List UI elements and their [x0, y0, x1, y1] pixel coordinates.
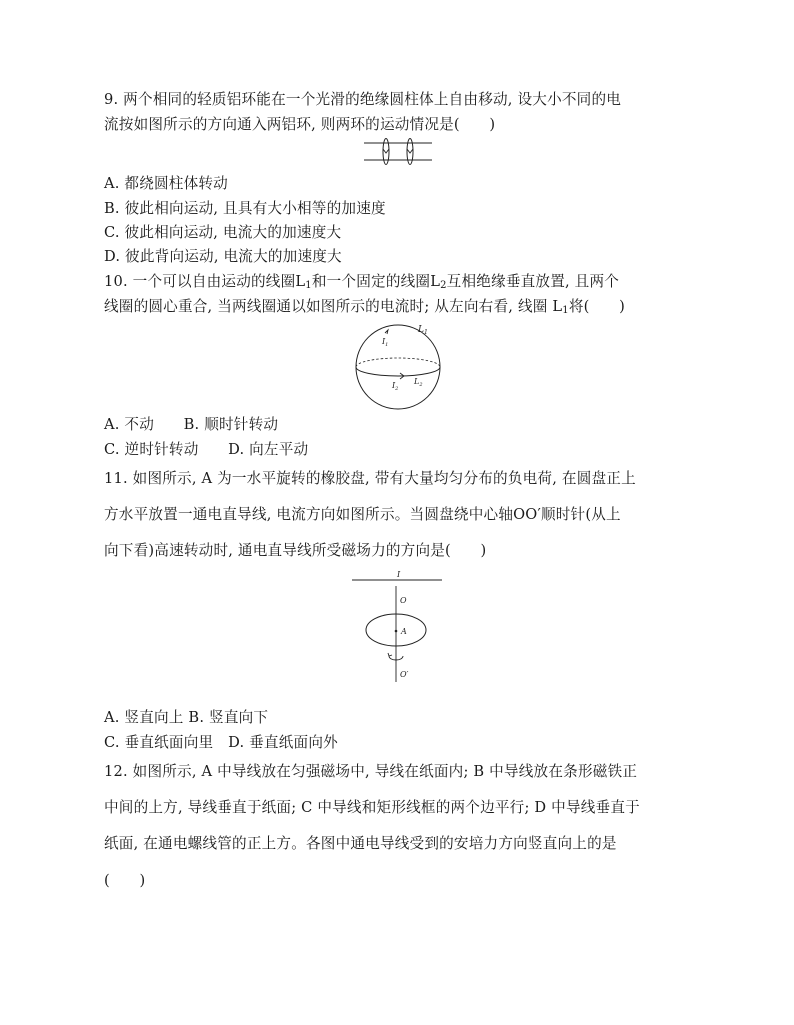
q12-stem-line1: 12. 如图所示, A 中导线放在匀强磁场中, 导线在纸面内; B 中导线放在条形磁铁正 [104, 763, 638, 780]
q9-option-d[interactable]: D. 彼此背向运动, 电流大的加速度大 [104, 248, 342, 265]
q11-options-row2[interactable]: C. 垂直纸面向里 D. 垂直纸面向外 [104, 734, 338, 751]
q11-stem-line2: 方水平放置一通电直导线, 电流方向如图所示。当圆盘绕中心轴OO′顺时针(从上 [104, 506, 621, 523]
q11-figure-rotating-disk [350, 566, 444, 690]
q10-stem-line2: 线圈的圆心重合, 当两线圈通以如图所示的电流时; 从左向右看, 线圈 $L_1$将( ) [104, 298, 626, 316]
q11-stem-line1: 11. 如图所示, A 为一水平旋转的橡胶盘, 带有大量均匀分布的负电荷, 在圆盘正上 [104, 470, 636, 487]
q10-options-row1[interactable]: A. 不动 B. 顺时针转动 [104, 416, 279, 433]
q9-stem-line1: 9. 两个相同的轻质铝环能在一个光滑的绝缘圆柱体上自由移动, 设大小不同的电 [104, 91, 622, 108]
q11-label-a: A [401, 627, 407, 636]
q10-label-l2: $L_2$ [414, 377, 423, 388]
q11-stem-line3: 向下看)高速转动时, 通电直导线所受磁场力的方向是( ) [104, 542, 487, 559]
q9-option-a[interactable]: A. 都绕圆柱体转动 [104, 175, 228, 192]
q12-stem-line2: 中间的上方, 导线垂直于纸面; C 中导线和矩形线框的两个边平行; D 中导线垂直于 [104, 799, 640, 816]
q11-options-row1[interactable]: A. 竖直向上 B. 竖直向下 [104, 709, 269, 726]
q10-stem-line1: 10. 一个可以自由运动的线圈$L_1$和一个固定的线圈$L_2$互相绝缘垂直放置, 且两个 [104, 273, 620, 291]
q11-label-current: I [397, 570, 401, 579]
q10-label-i1: $I_1$ [382, 337, 389, 348]
q10-label-i2: $I_2$ [392, 381, 399, 392]
q12-stem-line3: 纸面, 在通电螺线管的正上方。各图中通电导线受到的安培力方向竖直向上的是 [104, 835, 617, 852]
q10-label-l1: $L_1$ [418, 325, 428, 336]
q9-stem-line2: 流按如图所示的方向通入两铝环, 则两环的运动情况是( ) [104, 116, 496, 133]
q10-figure-coils [352, 322, 444, 412]
q9-option-c[interactable]: C. 彼此相向运动, 电流大的加速度大 [104, 224, 342, 241]
q11-label-o: O [400, 596, 407, 605]
q9-option-b[interactable]: B. 彼此相向运动, 且具有大小相等的加速度 [104, 200, 386, 217]
q10-options-row2[interactable]: C. 逆时针转动 D. 向左平动 [104, 441, 309, 458]
q11-label-o-prime: O′ [400, 670, 409, 679]
q12-answer-blank: ( ) [104, 872, 146, 889]
q9-figure-cylinder-rings [362, 134, 434, 172]
